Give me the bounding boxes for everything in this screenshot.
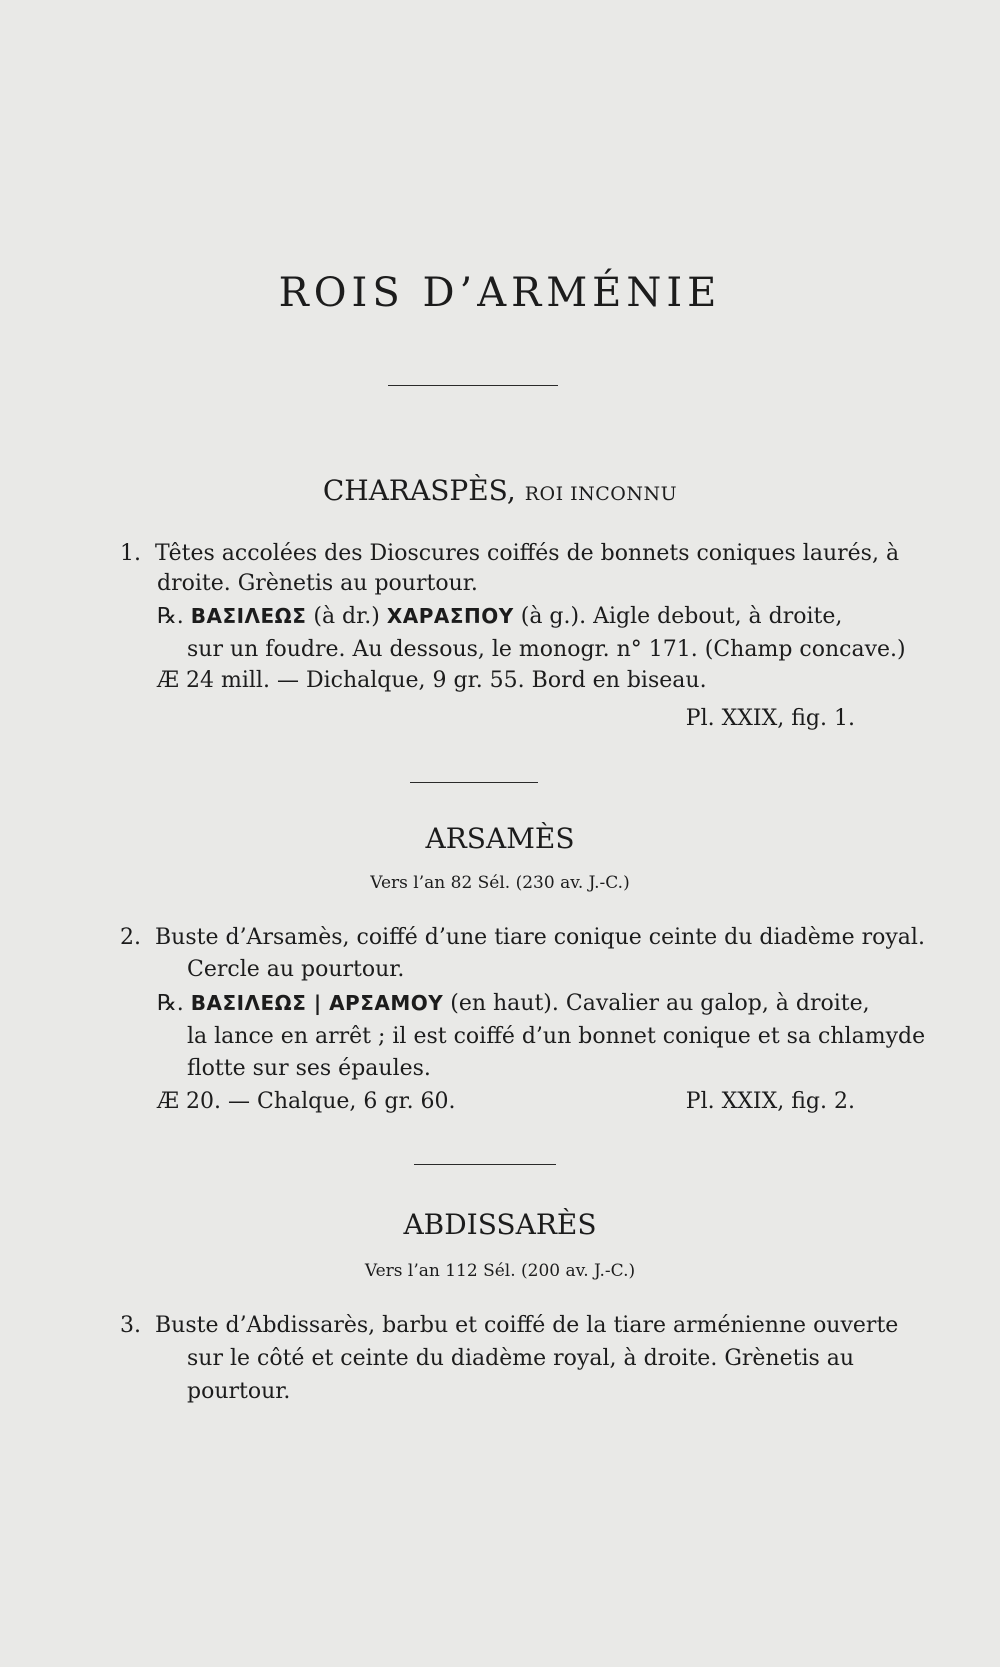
obverse-text: Têtes accolées des Dioscures coiffés de bonnets coniques laurés, à	[155, 541, 900, 566]
entry-2-plate: Pl. XXIX, fig. 2.	[685, 1089, 855, 1114]
greek-legend: ΒΑΣΙΛΕΩΣ | ΑΡΣΑΜΟΥ	[190, 991, 444, 1015]
entry-1-metal: Æ 24 mill. — Dichalque, 9 gr. 55. Bord en biseau.	[157, 668, 707, 693]
entry-2-metal: Æ 20. — Chalque, 6 gr. 60.	[157, 1089, 456, 1114]
reverse-text-1: (à dr.)	[313, 604, 380, 629]
entry-2-line-1	[120, 925, 925, 950]
entry-1-line-2: droite. Grènetis au pourtour.	[157, 571, 478, 596]
entry-1-reverse-cont: sur un foudre. Au dessous, le monogr. n° 171. (Champ concave.)	[187, 637, 906, 662]
section-divider-1	[410, 782, 538, 783]
entry-number: 3.	[120, 1313, 141, 1338]
entry-2-line-2: Cercle au pourtour.	[187, 957, 405, 982]
greek-legend-2: ΧΑΡΑΣΠΟΥ	[386, 604, 514, 628]
section-title-arsames: ARSAMÈS	[425, 822, 575, 855]
entry-2-reverse-cont-2: flotte sur ses épaules.	[187, 1056, 431, 1081]
reverse-symbol: ℞.	[157, 604, 184, 629]
obverse-text: Buste d’Abdissarès, barbu et coiffé de la tiare arménienne ouverte	[155, 1313, 899, 1338]
reverse-text: (en haut). Cavalier au galop, à droite,	[450, 991, 870, 1016]
page-title: ROIS D’ARMÉNIE	[278, 270, 722, 316]
ruler-subtitle: ROI INCONNU	[524, 483, 678, 505]
entry-1-plate: Pl. XXIX, fig. 1.	[685, 706, 855, 731]
section-date-arsames: Vers l’an 82 Sél. (230 av. J.-C.)	[370, 873, 630, 893]
entry-number: 1.	[120, 541, 141, 566]
section-title-charaspes	[0, 474, 1000, 507]
reverse-text-2: (à g.). Aigle debout, à droite,	[520, 604, 843, 629]
section-title-abdissares: ABDISSARÈS	[403, 1208, 597, 1241]
entry-number: 2.	[120, 925, 141, 950]
obverse-text: Buste d’Arsamès, coiffé d’une tiare conique ceinte du diadème royal.	[155, 925, 925, 950]
ruler-name: CHARASPÈS,	[322, 474, 516, 507]
entry-2-reverse	[157, 991, 870, 1016]
entry-1-line-1	[120, 541, 899, 566]
reverse-symbol: ℞.	[157, 991, 184, 1016]
section-divider-2	[414, 1164, 556, 1165]
entry-3-line-1	[120, 1313, 898, 1338]
entry-3-line-2: sur le côté et ceinte du diadème royal, à droite. Grènetis au	[187, 1346, 855, 1371]
greek-legend-1: ΒΑΣΙΛΕΩΣ	[190, 604, 307, 628]
entry-3-line-3: pourtour.	[187, 1379, 291, 1404]
entry-2-reverse-cont-1: la lance en arrêt ; il est coiffé d’un bonnet conique et sa chlamyde	[187, 1024, 926, 1049]
section-date-abdissares: Vers l’an 112 Sél. (200 av. J.-C.)	[364, 1261, 636, 1281]
entry-1-reverse	[157, 604, 842, 629]
title-divider	[388, 385, 558, 386]
